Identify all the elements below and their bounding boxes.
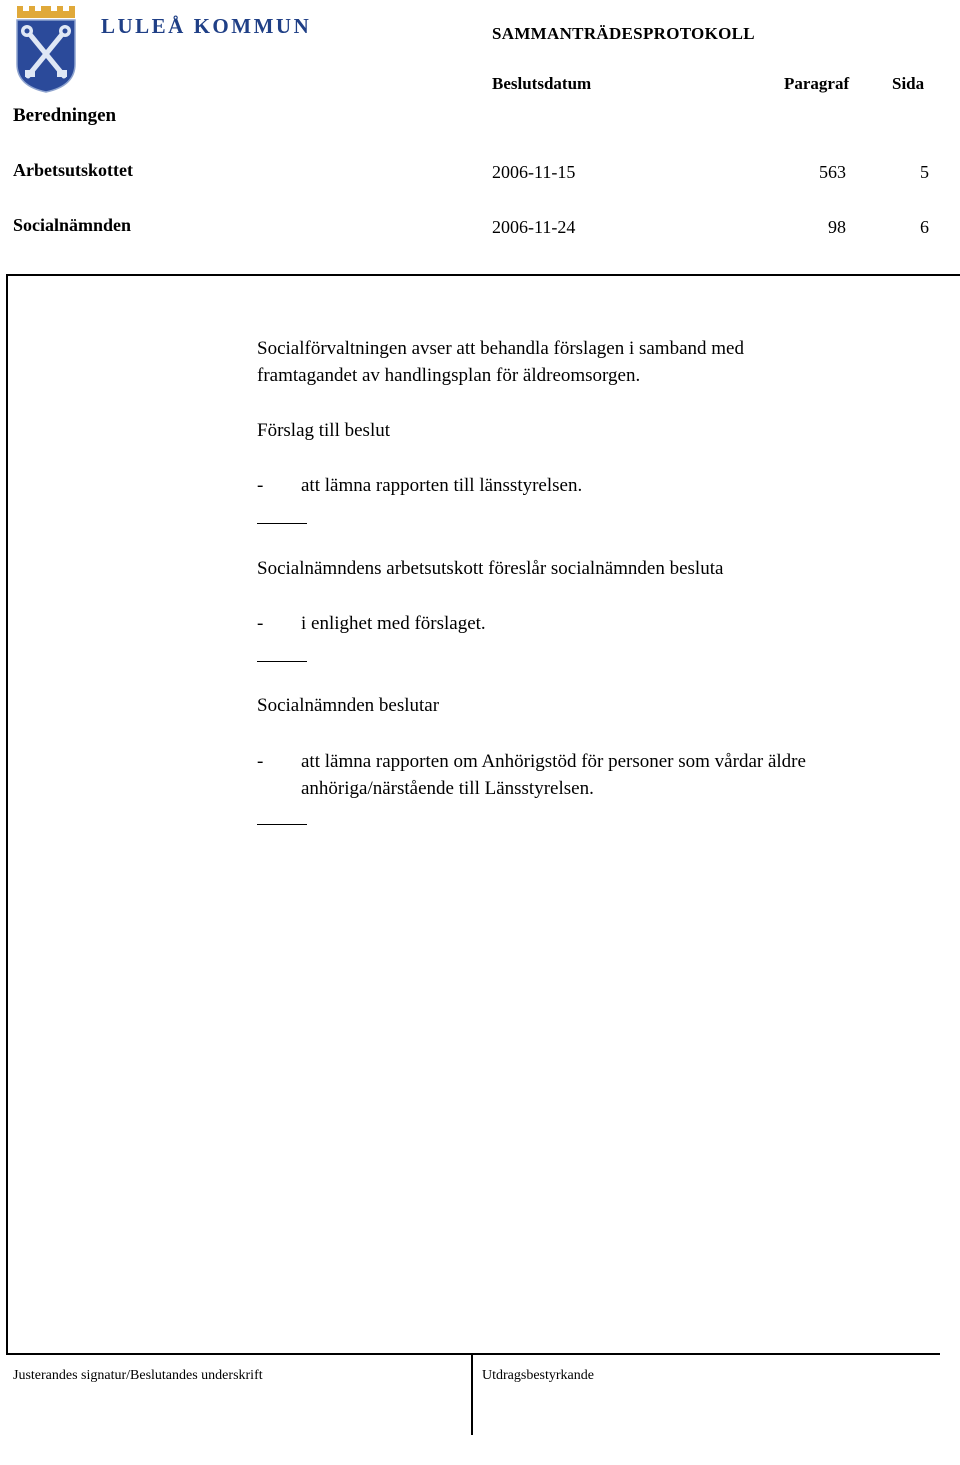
column-header-date: Beslutsdatum bbox=[492, 74, 592, 93]
preparation-label: Beredningen bbox=[13, 105, 117, 126]
row-date: 2006-11-15 bbox=[492, 162, 576, 182]
section-separator bbox=[257, 661, 307, 662]
committee-heading: Socialnämndens arbetsutskott föreslår socialnämnden besluta bbox=[257, 558, 724, 579]
section-separator bbox=[257, 523, 307, 524]
footer-divider bbox=[471, 1353, 473, 1435]
document-type-title: SAMMANTRÄDESPROTOKOLL bbox=[492, 24, 755, 43]
row-date: 2006-11-24 bbox=[492, 217, 576, 237]
bullet-dash: - bbox=[257, 613, 264, 634]
bullet-dash: - bbox=[257, 475, 264, 496]
row-paragraph: 563 bbox=[819, 162, 846, 182]
row-body-name: Arbetsutskottet bbox=[13, 160, 133, 180]
proposal-heading: Förslag till beslut bbox=[257, 420, 390, 441]
decision-item-line: anhöriga/närstående till Länsstyrelsen. bbox=[301, 778, 594, 799]
column-header-page: Sida bbox=[892, 74, 925, 93]
row-page: 5 bbox=[920, 162, 929, 182]
row-body-name: Socialnämnden bbox=[13, 215, 132, 235]
frame-left-border bbox=[6, 274, 8, 1354]
intro-line: framtagandet av handlingsplan för äldreomsorgen. bbox=[257, 365, 641, 386]
footer-top-border bbox=[6, 1353, 940, 1355]
certified-label: Utdragsbestyrkande bbox=[482, 1368, 594, 1383]
intro-line: Socialförvaltningen avser att behandla förslagen i samband med bbox=[257, 338, 744, 359]
frame-top-border bbox=[6, 274, 960, 276]
column-header-paragraph: Paragraf bbox=[784, 74, 850, 93]
row-page: 6 bbox=[920, 217, 929, 237]
org-name: LULEÅ KOMMUN bbox=[101, 14, 312, 38]
decision-item-line: att lämna rapporten om Anhörigstöd för personer som vårdar äldre bbox=[301, 751, 806, 772]
committee-item-text: i enlighet med förslaget. bbox=[301, 613, 486, 634]
decision-item-text bbox=[301, 748, 941, 802]
coat-of-arms-logo bbox=[13, 2, 79, 94]
signature-label: Justerandes signatur/Beslutandes underskrift bbox=[13, 1368, 263, 1383]
decision-heading: Socialnämnden beslutar bbox=[257, 695, 440, 716]
section-separator bbox=[257, 824, 307, 825]
row-paragraph: 98 bbox=[828, 217, 846, 237]
proposal-item-text: att lämna rapporten till länsstyrelsen. bbox=[301, 475, 583, 496]
bullet-dash: - bbox=[257, 751, 264, 772]
